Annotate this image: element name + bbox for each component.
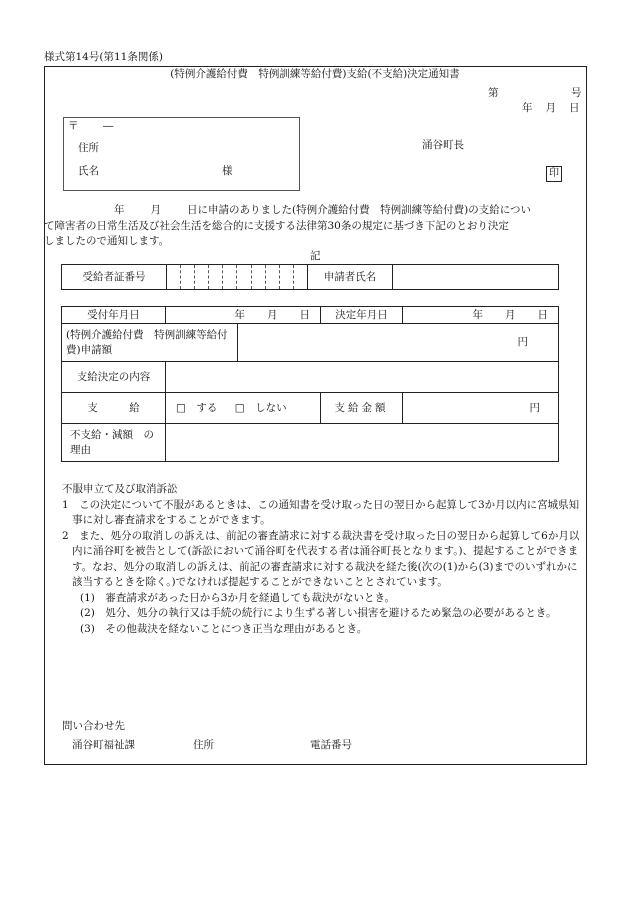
form-number: 様式第14号(第11条関係) [44,51,163,63]
issuer: 涌谷町長 [422,139,464,151]
contact-phone-label: 電話番号 [310,739,352,751]
payment-amount-label: 支給金額 [321,393,403,424]
applicant-name-value [393,265,559,290]
number-dai: 第 [488,87,499,99]
notes-subitem-1: (1) 審査請求があった日から3か月を経過しても裁決がないとき。 [80,591,396,604]
decision-content-label: 支給決定の内容 [62,362,166,393]
notes-subitem-2: (2) 処分、処分の執行又は手続の続行により生ずる著しい損害を避けるため緊急の必要があるとき。 [80,607,557,619]
contact-address-label: 住所 [193,739,214,751]
recipient-number-boxes [167,265,308,290]
year-label: 年 [234,308,245,321]
month-label: 月 [545,102,556,114]
payment-options [166,393,321,424]
recipient-number-label: 受給者証番号 [62,265,167,290]
postal-code: 〒 ― [68,120,114,132]
recipient-table [61,264,559,290]
honorific: 様 [222,165,233,177]
notes-item-2: 2 また、処分の取消しの訴えは、前記の審査請求に対する裁決書を受け取った日の翌日から起算して6か月以内に涌谷町を被告として(訴訟において涌谷町を代表する者は涌谷町長となります。)、提起することができます。なお、処分の取消しの訴えは、前記の審査請求に対する裁決を経た後(次の(1)から(3)までのいずれかに該当するときを除く。)でなければ提起することができないこととされています。 [62,529,580,588]
contact-heading: 問い合わせ先 [62,720,125,732]
year-label: 年 [472,308,483,321]
intro-line-1: て障害者の日常生活及び社会生活を総合的に支援する法律第30条の規定に基づき下記のとおり決定 [44,219,509,232]
name-label: 氏名 [78,165,99,177]
decision-table [61,306,559,462]
seal-mark: 印 [546,166,562,182]
issue-date [522,101,580,115]
received-date-value [166,307,321,324]
payment-yes-checkbox[interactable]: □ する [176,401,218,414]
payment-amount-value: 円 [403,393,559,424]
decision-content-value [166,362,559,393]
year-label: 年 [522,102,533,114]
notes-subitem-3: (3) その他裁決を経ないことにつき正当な理由があるとき。 [80,622,368,635]
ki-label: 記 [310,250,321,262]
applicant-name-label: 申請者氏名 [308,265,393,290]
intro-line-2: しましたので通知します。 [44,235,170,247]
day-label: 日 [569,102,580,114]
day-label: 日 [537,308,548,321]
application-amount-label: (特例介護給付費 特例訓練等給付費)申請額 [62,324,238,362]
received-date-label: 受付年月日 [62,307,166,324]
month-label: 月 [505,308,516,321]
decision-date-value [403,307,559,324]
decision-date-label: 決定年月日 [321,307,403,324]
month-label: 月 [267,308,278,321]
nonpayment-reason-value [166,424,559,462]
contact-dept: 涌谷町福祉課 [72,739,135,751]
notes-heading: 不服申立て及び取消訴訟 [62,483,178,495]
intro-day: 日に申請のありました(特例介護給付費 特例訓練等給付費)の支給につい [187,204,531,216]
application-amount-value: 円 [238,324,559,362]
appeal-notes [62,482,587,637]
intro-paragraph [44,203,590,250]
number-go: 号 [571,87,582,99]
payment-label: 支 給 [62,393,166,424]
address-label: 住所 [78,142,99,154]
day-label: 日 [299,308,310,321]
payment-no-checkbox[interactable]: □ しない [234,401,287,414]
intro-month: 月 [150,204,161,216]
notes-item-1: 1 この決定について不服があるときは、この通知書を受け取った日の翌日から起算して3か月以内に宮城県知事に対し審査請求をすることができます。 [62,498,580,526]
intro-year: 年 [114,204,125,216]
nonpayment-reason-label: 不支給・減額 の 理由 [62,424,166,462]
document-title: (特例介護給付費 特例訓練等給付費)支給(不支給)決定通知書 [170,68,460,80]
